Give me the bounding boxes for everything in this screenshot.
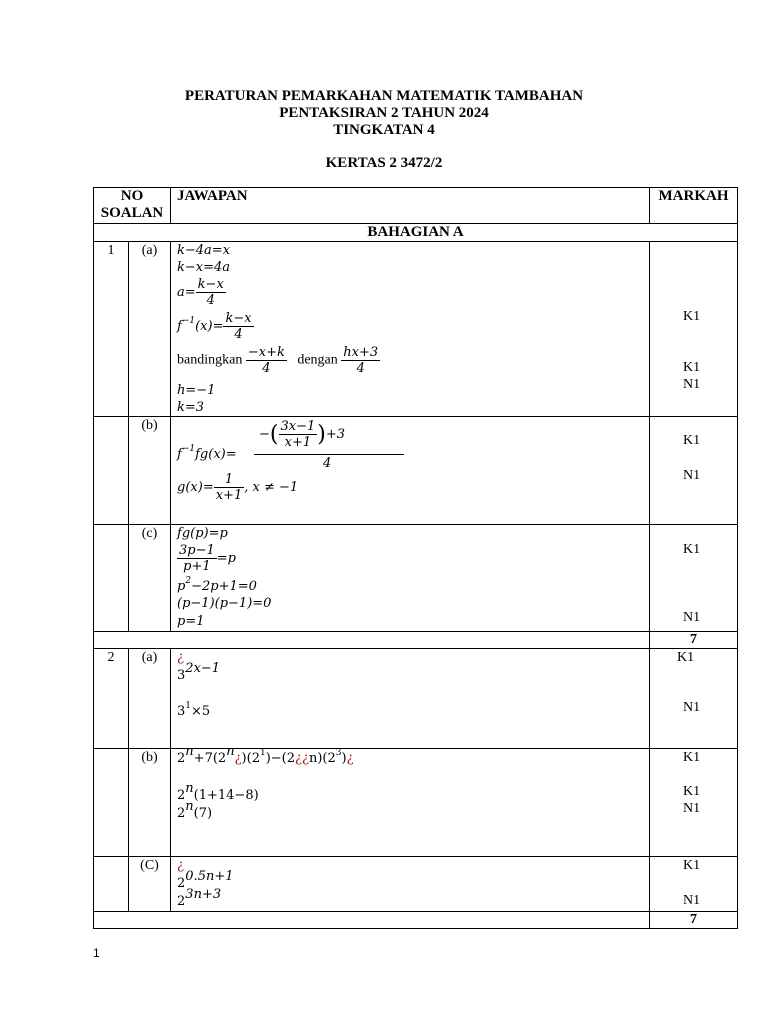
math-error-glyph: ¿ — [346, 751, 354, 766]
denominator: x+1 — [284, 435, 312, 450]
empty-cell — [94, 632, 650, 649]
superscript: n — [226, 744, 235, 759]
superscript: n — [185, 799, 194, 814]
text-word: bandingkan — [177, 352, 243, 368]
doc-paper-code: KERTAS 2 3472/2 — [325, 155, 443, 171]
answer-line — [177, 472, 298, 503]
numerator: k−x — [225, 311, 252, 326]
superscript: n — [185, 744, 194, 759]
math-lhs: fg(x)= — [195, 447, 237, 462]
answer-line — [177, 578, 257, 595]
q2b-answer — [171, 744, 650, 857]
q2b-row — [94, 749, 738, 857]
paren: ) — [317, 422, 326, 447]
answer-line: 4 — [323, 456, 332, 471]
denominator: 4 — [262, 361, 271, 376]
numerator: 1 — [214, 472, 245, 488]
math-condition: , x ≠ −1 — [244, 480, 299, 495]
q2-total-row — [94, 912, 738, 929]
q1b-part: (b) — [129, 417, 171, 525]
empty-cell — [94, 857, 129, 912]
answer-line — [177, 543, 236, 574]
superscript: 2 — [185, 576, 192, 586]
math-symbol: f — [177, 319, 182, 334]
answer-line: k−4a=x — [177, 243, 231, 258]
math-error-glyph: ¿ — [234, 751, 242, 766]
math-error-glyph: ¿¿ — [295, 751, 309, 766]
math-symbol: 2 — [177, 751, 186, 766]
answer-line: ¿ — [177, 650, 184, 665]
mark: K1 — [676, 650, 695, 665]
q2c-row — [94, 857, 738, 912]
numerator: −x+k — [247, 345, 285, 360]
q2-number: 2 — [94, 649, 129, 749]
fraction — [246, 345, 287, 376]
q2-total: 7 — [650, 912, 738, 929]
q1b-answer — [171, 417, 650, 525]
q1-total: 7 — [650, 632, 738, 649]
math-expression: )(2 — [241, 751, 260, 766]
mark: N1 — [682, 801, 701, 816]
math-symbol: 3 — [177, 668, 186, 683]
math-expression: (7) — [193, 806, 213, 821]
page-number: 1 — [93, 946, 100, 960]
denominator: 4 — [356, 361, 365, 376]
denominator: x+1 — [215, 488, 243, 503]
mark: N1 — [682, 610, 701, 625]
math-symbol: 2 — [177, 876, 186, 891]
superscript: 3 — [335, 748, 342, 758]
answer-line — [177, 277, 226, 308]
answer-line: ¿ — [177, 858, 184, 873]
q2a-answer — [171, 649, 650, 749]
mark: N1 — [682, 893, 701, 908]
q1b-marks — [650, 417, 738, 525]
answer-line: k=3 — [177, 400, 205, 415]
answer-line: h=−1 — [177, 383, 216, 398]
denominator: 4 — [234, 327, 243, 342]
q2a-part: (a) — [129, 649, 171, 749]
math-symbol: 2 — [177, 894, 186, 909]
numerator: k−x — [197, 277, 224, 292]
q1-total-row — [94, 632, 738, 649]
superscript: 1 — [259, 748, 266, 758]
doc-title-line-1: PERATURAN PEMARKAHAN MATEMATIK TAMBAHAN — [184, 88, 584, 104]
q2b-part: (b) — [129, 749, 171, 857]
mark: K1 — [682, 309, 701, 324]
doc-title-line-2: PENTAKSIRAN 2 TAHUN 2024 — [279, 105, 489, 121]
q1c-part: (c) — [129, 525, 171, 632]
superscript: n — [185, 781, 194, 796]
math-expression: n)(2 — [308, 751, 336, 766]
math-symbol: 3 — [177, 704, 186, 719]
paren: ( — [269, 422, 279, 447]
math-symbol: 2 — [177, 806, 186, 821]
fraction — [196, 277, 226, 308]
superscript: 0.5n+1 — [185, 869, 234, 884]
q2c-part: (C) — [129, 857, 171, 912]
mark: K1 — [682, 750, 701, 765]
q2b-marks — [650, 749, 738, 857]
math-expression: )−(2 — [265, 751, 296, 766]
fraction — [279, 419, 318, 450]
fraction — [177, 543, 217, 574]
answer-line: (p−1)(p−1)=0 — [177, 596, 272, 611]
math-lhs: g(x)= — [177, 480, 214, 495]
answer-line — [177, 744, 354, 767]
q2c-answer — [171, 857, 650, 912]
table-header-row — [94, 188, 738, 224]
doc-title-line-3: TINGKATAN 4 — [333, 122, 435, 138]
math-rhs: =p — [216, 551, 236, 566]
q1c-marks — [650, 525, 738, 632]
answer-line — [177, 311, 254, 342]
header-no-soalan — [94, 188, 171, 224]
empty-cell — [94, 417, 129, 525]
q2a-marks — [650, 649, 738, 749]
q1c-answer — [171, 525, 650, 632]
math-lhs: a= — [177, 285, 196, 300]
superscript: 3n+3 — [185, 887, 222, 902]
q1c-row — [94, 525, 738, 632]
numerator: 3x−1 — [280, 419, 316, 434]
denominator: 4 — [206, 293, 215, 308]
fraction — [223, 311, 253, 342]
math-expression: (1+14−8) — [193, 788, 259, 803]
fraction — [341, 345, 380, 376]
answer-line — [177, 703, 210, 720]
header-no-line: NO — [120, 188, 144, 204]
math-symbol: p — [177, 579, 186, 594]
q1a-answer — [171, 242, 650, 417]
math-expression: ) — [341, 751, 347, 766]
math-expression: +7(2 — [193, 751, 227, 766]
answer-line — [177, 799, 213, 822]
math-symbol: − — [259, 427, 270, 442]
math-expression: ×5 — [191, 704, 211, 719]
mark: K1 — [682, 433, 701, 448]
fraction — [214, 472, 245, 503]
empty-cell — [94, 912, 650, 929]
mark: N1 — [682, 377, 701, 392]
superscript: 1 — [185, 701, 192, 711]
mark: K1 — [682, 784, 701, 799]
q1-number: 1 — [94, 242, 129, 417]
answer-line — [177, 446, 237, 463]
header-jawapan: JAWAPAN — [171, 188, 650, 224]
math-symbol: 2 — [177, 788, 186, 803]
mark: K1 — [682, 858, 701, 873]
superscript: −1 — [181, 316, 196, 326]
q1a-marks — [650, 242, 738, 417]
answer-line — [177, 661, 221, 684]
q2a-row — [94, 649, 738, 749]
superscript: 2x−1 — [185, 661, 221, 676]
marking-scheme-table — [93, 187, 738, 929]
mark: K1 — [682, 542, 701, 557]
mark: N1 — [682, 468, 701, 483]
answer-line — [177, 345, 380, 376]
math-symbol: +3 — [325, 427, 346, 442]
answer-line: k−x=4a — [177, 260, 231, 275]
header-markah: MARKAH — [650, 188, 738, 224]
denominator: p+1 — [183, 559, 211, 574]
q1a-row — [94, 242, 738, 417]
answer-line — [177, 887, 222, 910]
section-row — [94, 224, 738, 242]
q2c-marks — [650, 857, 738, 912]
math-expression: −2p+1=0 — [191, 579, 257, 594]
superscript: −1 — [181, 444, 196, 454]
numerator: 3p−1 — [179, 543, 215, 558]
mark: N1 — [682, 700, 701, 715]
numerator: hx+3 — [343, 345, 379, 360]
q1b-row — [94, 417, 738, 525]
answer-line: p=1 — [177, 614, 205, 629]
mark: K1 — [682, 360, 701, 375]
section-title: BAHAGIAN A — [94, 224, 738, 242]
empty-cell — [94, 525, 129, 632]
answer-line: fg(p)=p — [177, 526, 228, 541]
text-word: dengan — [297, 352, 338, 368]
empty-cell — [94, 749, 129, 857]
q1a-part: (a) — [129, 242, 171, 417]
math-lhs: (x)= — [195, 319, 224, 334]
header-soalan-line: SOALAN — [100, 205, 164, 221]
math-symbol: f — [177, 447, 182, 462]
